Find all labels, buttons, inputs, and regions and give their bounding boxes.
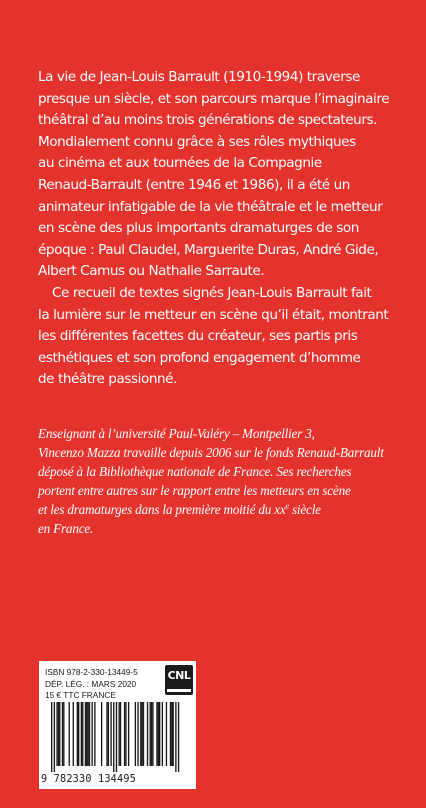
barcode-bar <box>58 702 59 766</box>
barcode-bar <box>110 702 111 766</box>
summary-line: époque : Paul Claudel, Marguerite Duras, André Gide, <box>38 241 379 258</box>
summary-line: au cinéma et aux tournées de la Compagnie <box>38 155 322 172</box>
barcode-bar <box>56 702 57 766</box>
barcode-bar <box>150 702 151 766</box>
barcode-bar <box>166 702 167 766</box>
barcode-bar <box>162 702 163 766</box>
barcode-bar <box>147 702 148 766</box>
bio-line: portent entre autres sur le rapport entre les metteurs en scène <box>38 483 351 498</box>
barcode-guard-bar <box>178 702 179 772</box>
barcode-bar <box>63 702 64 766</box>
summary-line: Albert Camus ou Nathalie Sarraute. <box>38 263 265 280</box>
barcode-bar <box>143 702 144 766</box>
summary-line: esthétiques et son profond engagement d’homme <box>38 349 361 366</box>
bio-line: et les dramaturges dans la première moitié du <box>38 502 275 517</box>
ean-barcode <box>51 702 185 772</box>
barcode-bar <box>94 702 95 766</box>
barcode-bar <box>69 702 70 766</box>
barcode-bar <box>85 702 86 766</box>
barcode-bar <box>77 702 78 766</box>
barcode-guard-bar <box>116 702 117 772</box>
summary-line: de théâtre passionné. <box>38 371 177 388</box>
barcode-bar <box>151 702 152 766</box>
cnl-logo <box>165 665 193 695</box>
barcode-bar <box>82 702 83 766</box>
barcode-bar <box>106 702 107 766</box>
barcode-bar <box>86 702 87 766</box>
barcode-bar <box>125 702 126 766</box>
barcode-guard-bar <box>54 702 55 772</box>
barcode-bar <box>141 702 142 766</box>
book-summary <box>38 67 398 391</box>
summary-line: en scène des plus importants dramaturges de son <box>38 220 359 237</box>
barcode-bar <box>59 702 60 766</box>
summary-paragraph-1 <box>38 67 398 283</box>
legal-deposit-line: DÉP. LÉG. : MARS 2020 <box>45 678 137 689</box>
barcode-bar <box>87 702 88 766</box>
barcode-bar <box>108 702 109 766</box>
isbn-line: ISBN 978-2-330-13449-5 <box>45 667 138 677</box>
barcode-guard-bar <box>113 702 114 772</box>
bio-line: en France. <box>38 521 94 536</box>
barcode-bar <box>140 702 141 766</box>
summary-line: presque un siècle, et son parcours marque l’imaginaire <box>38 90 390 107</box>
century-numeral: xx <box>274 502 286 517</box>
barcode-bar <box>101 702 102 766</box>
barcode-bar <box>119 702 120 766</box>
barcode-bar <box>128 702 129 766</box>
bio-line: Enseignant à l’université Paul-Valéry – Montpellier 3, <box>38 426 315 441</box>
barcode-bar <box>62 702 63 766</box>
barcode-panel <box>39 661 196 789</box>
bio-line: Vincenzo Mazza travaille depuis 2006 sur le fonds Renaud-Barrault <box>38 445 384 460</box>
summary-line: la lumière sur le metteur en scène qu’il était, montrant <box>38 306 389 323</box>
barcode-bar <box>124 702 125 766</box>
barcode-bar <box>120 702 121 766</box>
century-suffix: e <box>285 501 289 511</box>
barcode-bar <box>158 702 159 766</box>
barcode-bar <box>92 702 93 766</box>
barcode-bar <box>78 702 79 766</box>
cnl-logo-text: CNL <box>167 669 191 682</box>
summary-line: les différentes facettes du créateur, ses partis pris <box>38 328 358 345</box>
summary-line: Renaud-Barrault (entre 1946 et 1986), il a été un <box>38 176 350 193</box>
barcode-bar <box>156 702 157 766</box>
cnl-logo-stripe <box>167 689 191 692</box>
summary-line: théâtral d’au moins trois générations de spectateurs. <box>38 112 377 129</box>
summary-line: La vie de Jean-Louis Barrault (1910-1994) traverse <box>38 69 360 85</box>
barcode-number: 9 782330 134495 <box>41 774 137 785</box>
summary-line: Ce recueil de textes signés Jean-Louis Barrault fait <box>52 284 372 301</box>
barcode-bar <box>170 702 171 766</box>
legal-info <box>45 667 138 702</box>
author-bio <box>38 424 400 538</box>
bio-line: déposé à la Bibliothèque nationale de France. Ses recherches <box>38 464 352 479</box>
summary-paragraph-2 <box>38 283 398 391</box>
barcode-guard-bar <box>175 702 176 772</box>
barcode-bar <box>173 702 174 766</box>
barcode-bar <box>89 702 90 766</box>
barcode-bar <box>135 702 136 766</box>
barcode-bar <box>171 702 172 766</box>
barcode-bar <box>81 702 82 766</box>
summary-line: Mondialement connu grâce à ses rôles mythiques <box>38 133 356 150</box>
barcode-bar <box>137 702 138 766</box>
summary-line: animateur infatigable de la vie théâtrale et le metteur <box>38 198 383 215</box>
barcode-bar <box>152 702 153 766</box>
bio-line: siècle <box>288 502 321 517</box>
price-line: 15 € TTC FRANCE <box>45 690 116 700</box>
barcode-bar <box>73 702 74 766</box>
barcode-guard-bar <box>51 702 52 772</box>
barcode-bar <box>159 702 160 766</box>
